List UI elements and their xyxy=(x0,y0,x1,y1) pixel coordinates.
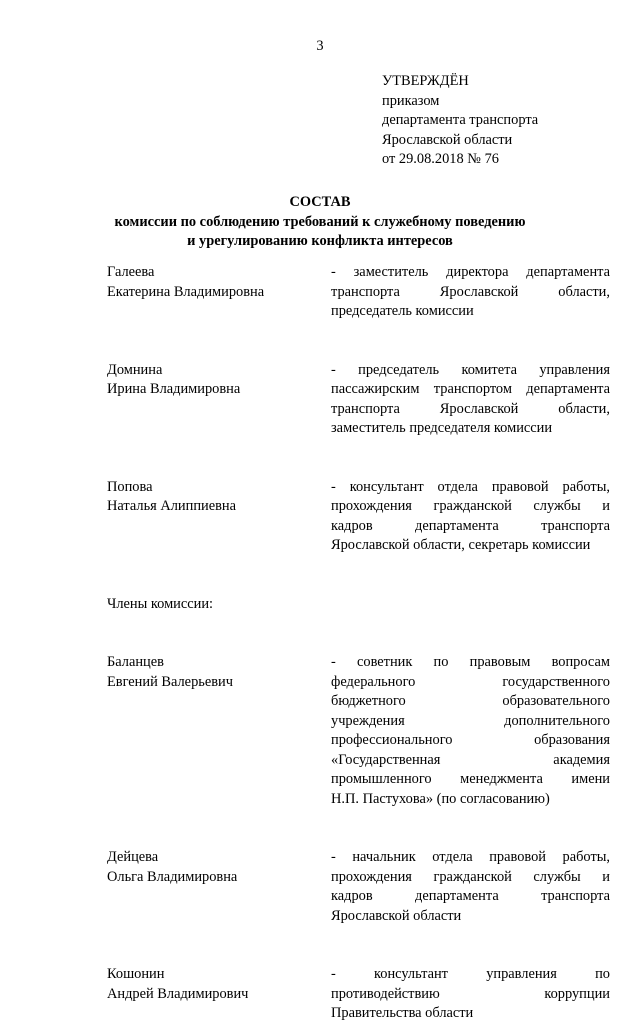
member-role xyxy=(331,478,610,556)
commission-roster xyxy=(107,263,610,1024)
roster-entry xyxy=(107,263,610,322)
member-given-name: Наталья Алиппиевна xyxy=(107,498,236,514)
member-role xyxy=(331,361,610,439)
member-name xyxy=(107,653,331,809)
page-number: 3 xyxy=(316,38,324,54)
member-surname: Попова xyxy=(107,478,153,495)
role-line: Ярославской области, секретарь комиссии xyxy=(331,537,591,553)
title-line: комиссии по соблюдению требований к служебному поведению xyxy=(114,213,526,230)
role-line: учреждения дополнительного xyxy=(331,712,610,729)
member-surname: Баланцев xyxy=(107,654,164,670)
role-line: - начальник отдела правовой работы, xyxy=(331,849,610,865)
approval-line: УТВЕРЖДЁН xyxy=(382,73,469,89)
member-name xyxy=(107,848,331,926)
member-surname: Дейцева xyxy=(107,849,159,865)
member-surname: Домнина xyxy=(107,361,163,378)
role-line: Правительства области xyxy=(331,1005,474,1021)
role-line: - консультант управления по xyxy=(331,966,610,982)
role-line: - консультант отдела правовой работы, xyxy=(331,478,610,495)
role-line: транспорта Ярославской области, xyxy=(331,283,610,300)
approval-line: Ярославской области xyxy=(382,131,513,148)
member-given-name: Андрей Владимирович xyxy=(107,985,249,1002)
role-line: - заместитель директора департамента xyxy=(331,264,610,280)
member-name xyxy=(107,478,331,556)
role-line: бюджетного образовательного xyxy=(331,693,610,709)
member-given-name: Екатерина Владимировна xyxy=(107,283,265,300)
member-role xyxy=(331,848,610,926)
roster-entry xyxy=(107,361,610,439)
approval-line: департамента транспорта xyxy=(382,112,539,128)
role-line: кадров департамента транспорта xyxy=(331,888,610,904)
member-given-name: Ирина Владимировна xyxy=(107,381,241,397)
member-name xyxy=(107,965,331,1024)
member-surname: Галеева xyxy=(107,264,155,280)
roster-entry xyxy=(107,653,610,809)
role-line: федерального государственного xyxy=(331,673,610,690)
role-line: «Государственная академия xyxy=(331,751,610,768)
member-given-name: Ольга Владимировна xyxy=(107,868,238,885)
role-line: заместитель председателя комиссии xyxy=(331,420,553,436)
role-line: - председатель комитета управления xyxy=(331,361,610,378)
role-line: промышленного менеджмента имени xyxy=(331,771,610,787)
roster-entry xyxy=(107,965,610,1024)
title-heading: СОСТАВ xyxy=(289,194,351,210)
role-line: председатель комиссии xyxy=(331,303,474,319)
roster-entry xyxy=(107,478,610,556)
role-line: противодействию коррупции xyxy=(331,985,610,1002)
approval-line: от 29.08.2018 № 76 xyxy=(382,151,499,167)
member-given-name: Евгений Валерьевич xyxy=(107,673,233,690)
approval-line: приказом xyxy=(382,92,440,109)
role-line: прохождения гражданской службы и xyxy=(331,498,610,514)
title-line: и урегулированию конфликта интересов xyxy=(187,233,453,249)
member-role xyxy=(331,653,610,809)
member-name xyxy=(107,263,331,322)
members-label: Члены комиссии: xyxy=(107,595,214,612)
approval-block xyxy=(382,72,622,170)
document-title xyxy=(0,193,640,252)
role-line: транспорта Ярославской области, xyxy=(331,400,610,417)
role-line: прохождения гражданской службы и xyxy=(331,868,610,885)
role-line: - советник по правовым вопросам xyxy=(331,654,610,670)
member-role xyxy=(331,263,610,322)
member-role xyxy=(331,965,610,1024)
role-line: пассажирским транспортом департамента xyxy=(331,381,610,397)
roster-entry xyxy=(107,848,610,926)
member-name xyxy=(107,361,331,439)
role-line: профессионального образования xyxy=(331,732,610,748)
role-line: кадров департамента транспорта xyxy=(331,517,610,534)
member-surname: Кошонин xyxy=(107,966,165,982)
role-line: Ярославской области xyxy=(331,907,462,924)
role-line: Н.П. Пастухова» (по согласованию) xyxy=(331,790,550,807)
